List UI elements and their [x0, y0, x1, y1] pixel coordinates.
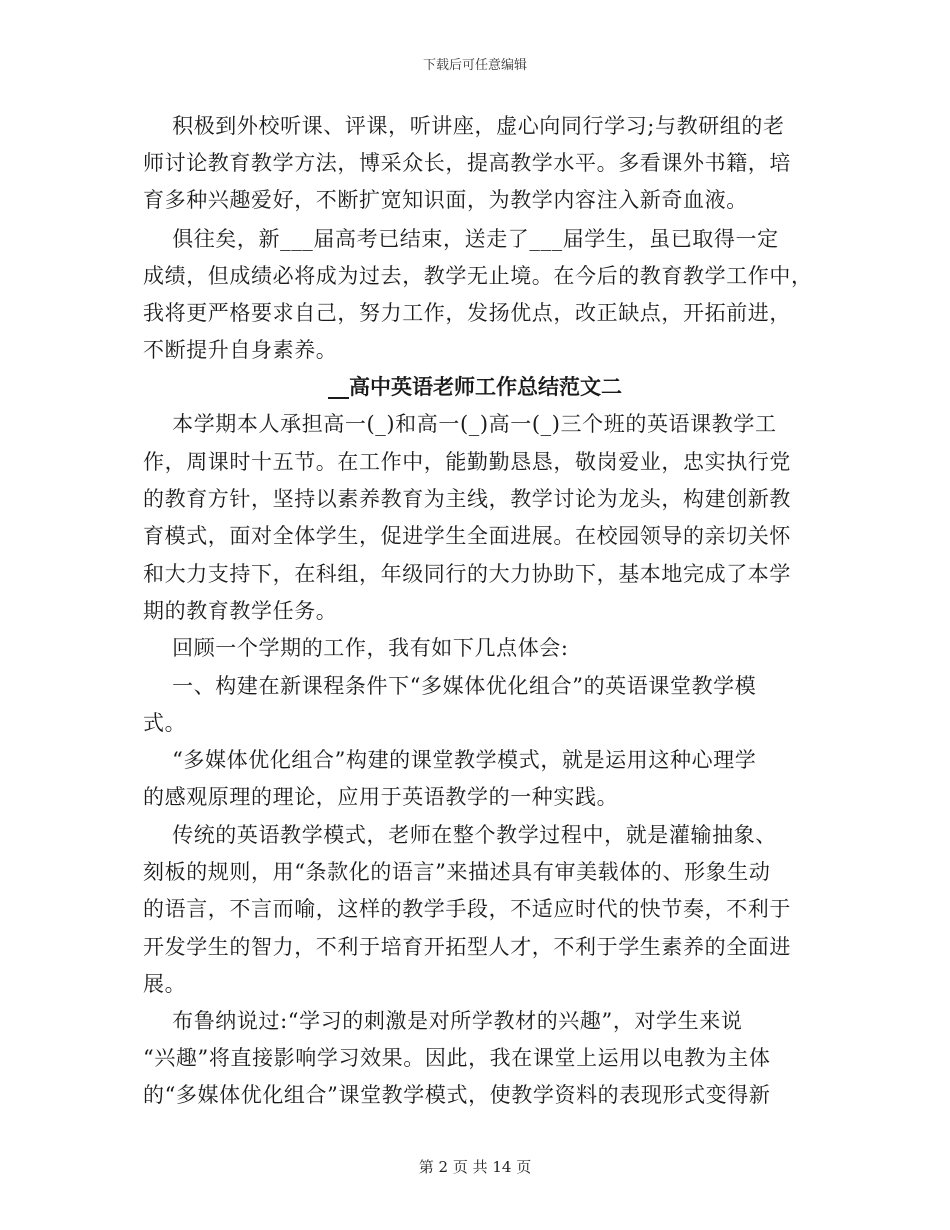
- body-line: 本学期本人承担高一(_)和高一(_)高一(_)三个班的英语课教学工: [143, 412, 777, 436]
- body-line: 的“多媒体优化组合”课堂教学模式，使教学资料的表现形式变得新: [143, 1083, 771, 1107]
- body-line: 俱往矣，新___届高考已结束，送走了___届学生，虽已取得一定: [143, 227, 779, 251]
- body-line: 式。: [143, 711, 187, 735]
- body-line: 师讨论教育教学方法，博采众长，提高教学水平。多看课外书籍，培: [143, 151, 791, 175]
- body-line: 育模式，面对全体学生，促进学生全面进展。在校园领导的亲切关怀: [143, 524, 791, 548]
- body-line: 回顾一个学期的工作，我有如下几点体会:: [143, 636, 569, 660]
- body-line: “兴趣”将直接影响学习效果。因此，我在课堂上运用以电教为主体: [143, 1046, 771, 1070]
- section-title: __高中英语老师工作总结范文二: [328, 374, 622, 399]
- body-line: 和大力支持下，在科组，年级同行的大力协助下，基本地完成了本学: [143, 562, 791, 586]
- page-number: 第 2 页 共 14 页: [418, 1158, 532, 1176]
- body-line: 的语言，不言而喻，这样的教学手段，不适应时代的快节奏，不利于: [143, 897, 791, 921]
- body-line: 的感观原理的理论，应用于英语教学的一种实践。: [143, 785, 619, 809]
- body-line: “多媒体优化组合”构建的课堂教学模式，就是运用这种心理学: [143, 748, 757, 772]
- body-line: 期的教育教学任务。: [143, 599, 338, 623]
- body-line: 的教育方针，坚持以素养教育为主线，教学讨论为龙头，构建创新教: [143, 487, 791, 511]
- body-line: 育多种兴趣爱好，不断扩宽知识面，为教学内容注入新奇血液。: [143, 188, 748, 212]
- body-line: 不断提升自身素养。: [143, 338, 338, 362]
- page-header-note: 下载后可任意编辑: [422, 58, 527, 73]
- body-line: 展。: [143, 972, 187, 996]
- body-line: 刻板的规则，用“条款化的语言”来描述具有审美载体的、形象生动: [143, 860, 771, 884]
- body-line: 积极到外校听课、评课，听讲座，虚心向同行学习;与教研组的老: [143, 114, 785, 138]
- body-line: 作，周课时十五节。在工作中，能勤勤恳恳，敬岗爱业，忠实执行党: [143, 450, 791, 474]
- body-line: 我将更严格要求自己，努力工作，发扬优点，改正缺点，开拓前进，: [143, 301, 791, 325]
- body-line: 布鲁纳说过:“学习的刺激是对所学教材的兴趣”，对学生来说: [143, 1009, 743, 1033]
- body-line: 开发学生的智力，不利于培育开拓型人才，不利于学生素养的全面进: [143, 935, 791, 959]
- body-line: 一、构建在新课程条件下“多媒体优化组合”的英语课堂教学模: [143, 674, 757, 698]
- body-line: 传统的英语教学模式，老师在整个教学过程中，就是灌输抽象、: [143, 823, 777, 847]
- body-line: 成绩，但成绩必将成为过去，教学无止境。在今后的教育教学工作中，: [143, 264, 813, 288]
